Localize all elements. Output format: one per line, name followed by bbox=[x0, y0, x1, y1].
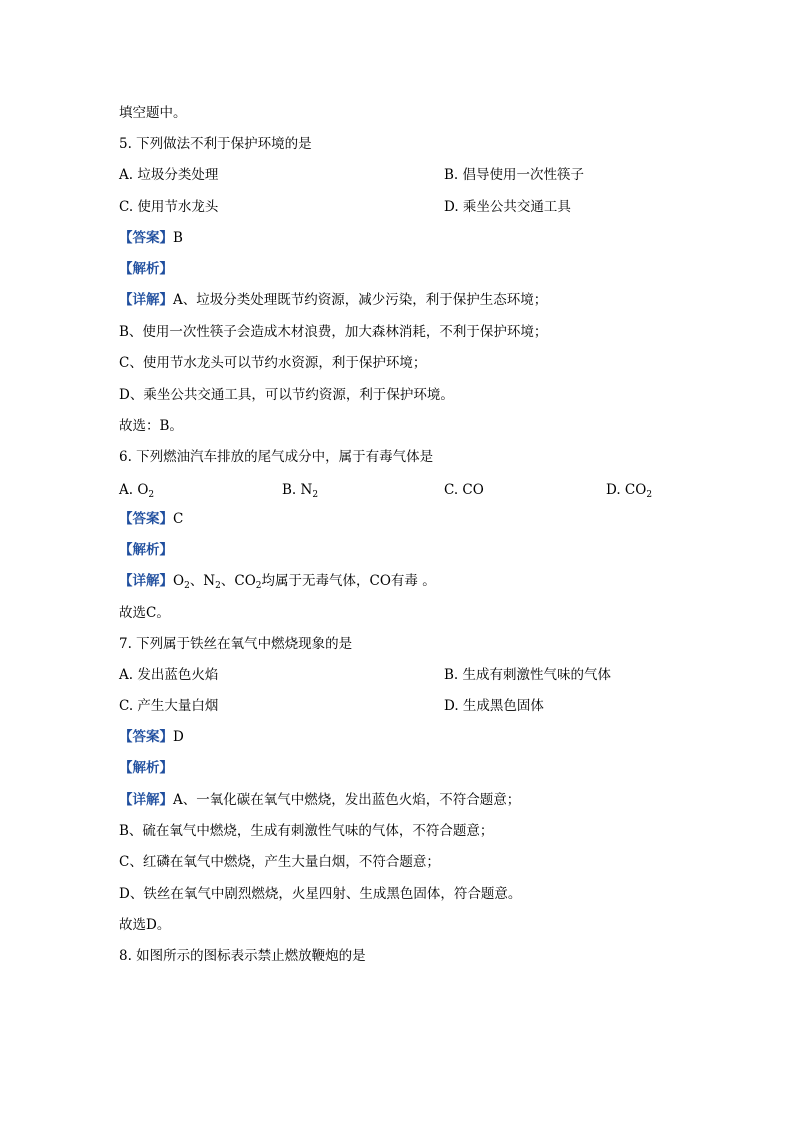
detail-line: C、使用节水龙头可以节约水资源，利于保护环境； bbox=[119, 355, 427, 371]
question-6: 6. 下列燃油汽车排放的尾气成分中，属于有毒气体是 bbox=[119, 449, 434, 465]
question-5: 5. 下列做法不利于保护环境的是 bbox=[119, 136, 312, 152]
detail-line bbox=[119, 572, 436, 595]
answer-label: 【答案】 bbox=[119, 511, 173, 527]
detail-label: 【详解】 bbox=[119, 292, 173, 308]
subscript: 2 bbox=[148, 490, 155, 500]
formula-co2: 、CO bbox=[220, 573, 256, 589]
detail-label: 【详解】 bbox=[119, 573, 173, 589]
analysis-label: 【解析】 bbox=[119, 261, 173, 277]
subscript: 2 bbox=[184, 581, 190, 591]
selection-line: 故选：B。 bbox=[119, 418, 183, 434]
option-b bbox=[282, 481, 318, 504]
subscript: 2 bbox=[215, 581, 221, 591]
detail-text: 均属于无毒气体，CO有毒 。 bbox=[261, 573, 436, 589]
option-c: C. 产生大量白烟 bbox=[119, 698, 219, 714]
option-b: B. 生成有刺激性气味的气体 bbox=[444, 667, 612, 683]
subscript: 2 bbox=[646, 490, 653, 500]
answer-value: D bbox=[173, 729, 184, 745]
option-a-text: A. O bbox=[119, 482, 149, 498]
option-d: D. 乘坐公共交通工具 bbox=[444, 199, 571, 215]
detail-label: 【详解】 bbox=[119, 792, 173, 808]
detail-line: B、硫在氧气中燃烧，生成有刺激性气味的气体，不符合题意； bbox=[119, 823, 494, 839]
formula-o2: O bbox=[173, 573, 185, 589]
question-7: 7. 下列属于铁丝在氧气中燃烧现象的是 bbox=[119, 636, 353, 652]
text-line: 填空题中。 bbox=[119, 105, 187, 121]
option-b: B. 倡导使用一次性筷子 bbox=[444, 167, 585, 183]
detail-line bbox=[119, 291, 547, 309]
analysis-label: 【解析】 bbox=[119, 760, 173, 776]
option-d bbox=[606, 481, 652, 504]
answer-value: C bbox=[173, 511, 184, 527]
option-a: A. 发出蓝色火焰 bbox=[119, 667, 219, 683]
detail-text: A、垃圾分类处理既节约资源，减少污染，利于保护生态环境； bbox=[173, 292, 548, 308]
detail-line: B、使用一次性筷子会造成木材浪费，加大森林消耗，不利于保护环境； bbox=[119, 324, 548, 340]
detail-text: A、一氧化碳在氧气中燃烧，发出蓝色火焰，不符合题意； bbox=[173, 792, 521, 808]
formula-n2: 、N bbox=[189, 573, 216, 589]
selection-line: 故选D。 bbox=[119, 917, 171, 933]
answer-value: B bbox=[173, 230, 183, 246]
option-d: D. 生成黑色固体 bbox=[444, 698, 544, 714]
option-c: C. CO bbox=[444, 482, 484, 498]
option-b-text: B. N bbox=[282, 482, 313, 498]
subscript: 2 bbox=[312, 490, 319, 500]
detail-line: D、乘坐公共交通工具，可以节约资源，利于保护环境。 bbox=[119, 387, 454, 403]
detail-line: C、红磷在氧气中燃烧，产生大量白烟，不符合题意； bbox=[119, 854, 440, 870]
question-8: 8. 如图所示的图标表示禁止燃放鞭炮的是 bbox=[119, 948, 366, 964]
answer-label: 【答案】 bbox=[119, 230, 173, 246]
option-d-text: D. CO bbox=[606, 482, 647, 498]
answer-label: 【答案】 bbox=[119, 729, 173, 745]
answer-line bbox=[119, 510, 183, 528]
subscript: 2 bbox=[255, 581, 262, 591]
selection-line: 故选C。 bbox=[119, 605, 170, 621]
detail-line bbox=[119, 791, 520, 809]
option-a bbox=[119, 481, 154, 504]
detail-line: D、铁丝在氧气中剧烈燃烧，火星四射、生成黑色固体，符合题意。 bbox=[119, 886, 522, 902]
option-c: C. 使用节水龙头 bbox=[119, 199, 219, 215]
option-a: A. 垃圾分类处理 bbox=[119, 167, 219, 183]
answer-line bbox=[119, 728, 184, 746]
analysis-label: 【解析】 bbox=[119, 542, 173, 558]
answer-line bbox=[119, 229, 183, 247]
